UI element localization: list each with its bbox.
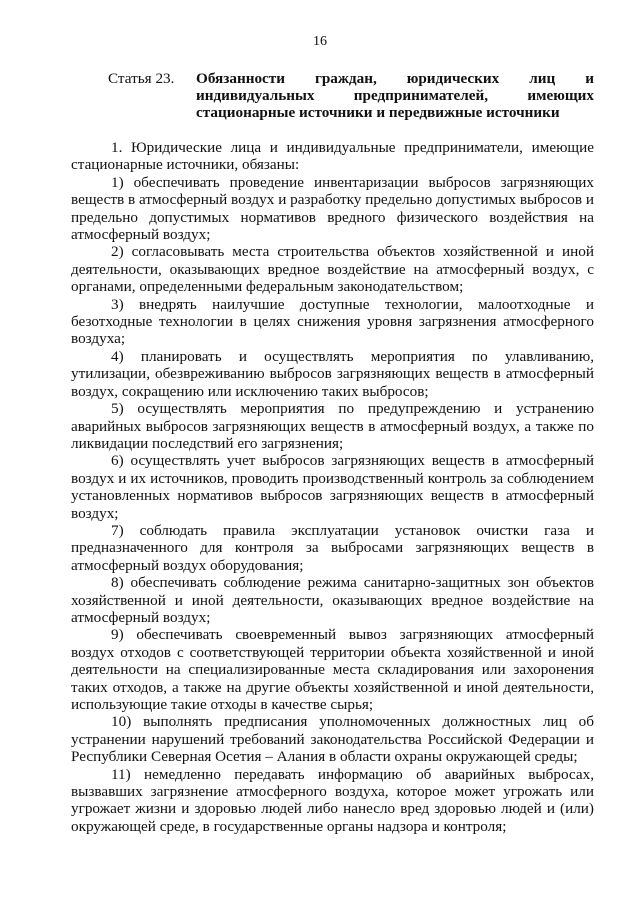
article-title	[196, 70, 594, 121]
list-item: 3) внедрять наилучшие доступные технологии, малоотходные и безотходные технологии в целях снижения уровня загрязнения атмосферного воздуха;	[71, 295, 594, 348]
article-header	[108, 70, 594, 121]
article-label: Статья 23.	[108, 70, 175, 87]
list-item: 10) выполнять предписания уполномоченных должностных лиц об устранении нарушений требований законодательства Российской Федерации и Республики Северная Осетия – Алания в области охраны окружающей среды;	[71, 713, 594, 766]
list-item: 2) согласовывать места строительства объектов хозяйственной и иной деятельности, оказывающих вредное воздействие на атмосферный воздух, с органами, определенными федеральным законодательством;	[71, 243, 594, 296]
list-item: 4) планировать и осуществлять мероприятия по улавливанию, утилизации, обезвреживанию выбросов загрязняющих веществ в атмосферный воздух, сокращению или исключению таких выбросов;	[71, 347, 594, 400]
article-body	[71, 139, 594, 835]
article-title-line: индивидуальных предпринимателей, имеющих	[196, 87, 594, 104]
page-number: 16	[313, 34, 327, 49]
list-item: 11) немедленно передавать информацию об аварийных выбросах, вызвавших загрязнение атмосферного воздуха, которое может угрожать или угрожает жизни и здоровью людей либо нанесло вред здоровью людей и (или) окружающей среде, в государственные органы надзора и контроля;	[71, 765, 594, 835]
list-item: 5) осуществлять мероприятия по предупреждению и устранению аварийных выбросов загрязняющих веществ в атмосферный воздух, а также по ликвидации последствий его загрязнения;	[71, 400, 594, 452]
paragraph-intro: 1. Юридические лица и индивидуальные предприниматели, имеющие стационарные источники, обязаны:	[71, 139, 594, 174]
list-item: 1) обеспечивать проведение инвентаризации выбросов загрязняющих веществ в атмосферный воздух и разработку предельно допустимых выбросов и предельно допустимых нормативов вредного физического воздействия на атмосферный воздух;	[71, 173, 594, 244]
article-title-line: Обязанности граждан, юридических лиц и	[196, 70, 594, 87]
article-title-line: стационарные источники и передвижные источники	[196, 104, 560, 121]
list-item: 7) соблюдать правила эксплуатации установок очистки газа и предназначенного для контроля за выбросами загрязняющих веществ в атмосферный воздух оборудования;	[71, 521, 594, 574]
list-item: 6) осуществлять учет выбросов загрязняющих веществ в атмосферный воздух и их источников, проводить производственный контроль за соблюдением установленных нормативов выбросов загрязняющих веществ в атмосферный воздух;	[71, 452, 594, 522]
list-item: 8) обеспечивать соблюдение режима санитарно-защитных зон объектов хозяйственной и иной деятельности, оказывающих вредное воздействие на атмосферный воздух;	[71, 574, 594, 626]
list-item: 9) обеспечивать своевременный вывоз загрязняющих атмосферный воздух отходов с соответствующей территории объекта хозяйственной и иной деятельности на специализированные места складирования или захоронения таких отходов, а также на другие объекты хозяйственной и иной деятельности, использующие такие отходы в качестве сырья;	[71, 626, 594, 713]
